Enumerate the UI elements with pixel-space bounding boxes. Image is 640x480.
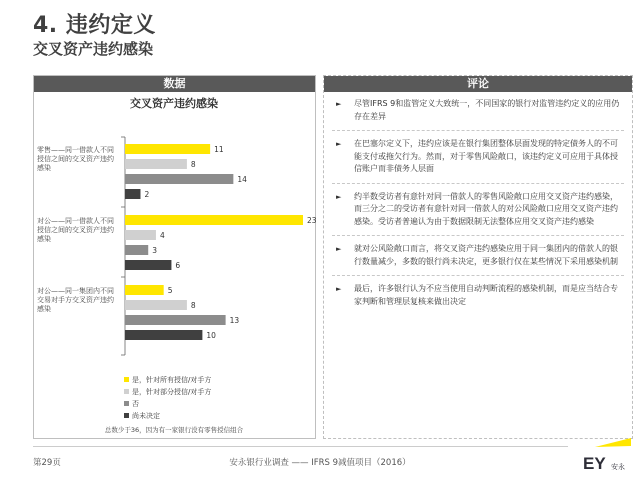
bar: [125, 159, 187, 169]
bar: [125, 230, 156, 240]
bullet-icon: ►: [336, 285, 342, 293]
bar-value-label: 8: [190, 301, 196, 310]
chart-note: 总数少于36，因为有一家银行没有零售授信组合: [104, 426, 244, 434]
footer-divider: [33, 446, 568, 447]
comment-item: [332, 283, 624, 308]
comment-text: 尽管IFRS 9和监管定义大致统一，不同国家的银行对监管违约定义的应用仍存在差异: [354, 99, 620, 121]
comment-separator: [332, 235, 624, 236]
bar-value-label: 3: [152, 246, 157, 255]
category-label: 对公——同一借款人不同: [37, 217, 114, 225]
category-label: 对公——同一集团内不同: [37, 287, 114, 295]
bar-value-label: 10: [206, 331, 216, 340]
comment-separator: [332, 130, 624, 131]
contagion-bar-chart: [34, 92, 315, 438]
bar: [125, 174, 233, 184]
comment-text: 就对公风险敞口而言，将交叉资产违约感染应用于同一集团内的借款人的银行数量减少，多数的银行尚未决定，更多银行仅在某些情况下采用感染机制: [354, 244, 618, 266]
legend-swatch: [124, 413, 129, 418]
bar: [125, 315, 226, 325]
bar: [125, 330, 202, 340]
footer-caption: 安永银行业调查 —— IFRS 9减值项目（2016）: [229, 458, 411, 468]
comment-item: [332, 98, 624, 123]
chart-title: 交叉资产违约感染: [130, 97, 218, 110]
comment-text: 最后，许多银行认为不应当使用自动判断流程的感染机制，而是应当结合专家判断和管理层复核来做出决定: [354, 284, 618, 306]
category-label: 授信之间的交叉资产违约: [37, 155, 114, 163]
category-label: 感染: [37, 305, 51, 313]
ey-logo: [575, 438, 633, 472]
bar: [125, 260, 171, 270]
page-title: 4. 违约定义: [33, 13, 156, 38]
bullet-icon: ►: [336, 245, 342, 253]
legend-label: 是，针对部分授信/对手方: [132, 388, 212, 396]
bar-value-label: 2: [144, 190, 150, 199]
category-label: 零售——同一借款人不同: [37, 146, 114, 154]
legend-swatch: [124, 389, 129, 394]
legend-swatch: [124, 401, 129, 406]
legend-label: 尚未决定: [132, 412, 160, 420]
legend-swatch: [124, 377, 129, 382]
legend-label: 是，针对所有授信/对手方: [132, 376, 212, 384]
bullet-icon: ►: [336, 140, 342, 148]
comments-panel-header: 评论: [324, 76, 632, 92]
bar: [125, 144, 210, 154]
bar: [125, 245, 148, 255]
comments-panel: [323, 75, 633, 439]
bar-value-label: 5: [167, 286, 173, 295]
comments-list: [332, 98, 624, 308]
bar: [125, 300, 187, 310]
bar-value-label: 4: [159, 231, 165, 240]
bar: [125, 215, 303, 225]
logo-beam-shape: [595, 438, 631, 447]
bar: [125, 285, 164, 295]
bar-value-label: 6: [175, 261, 181, 270]
comment-item: [332, 191, 624, 229]
bar-value-label: 14: [237, 175, 247, 184]
bar-value-label: 11: [214, 145, 224, 154]
bar-value-label: 8: [190, 160, 196, 169]
category-label: 感染: [37, 164, 51, 172]
legend-label: 否: [132, 400, 139, 408]
comment-separator: [332, 183, 624, 184]
logo-text: EY: [583, 454, 606, 473]
comment-item: [332, 243, 624, 268]
page-number: 第29页: [33, 458, 61, 468]
bar-value-label: 23: [307, 216, 317, 225]
category-label: 授信之间的交叉资产违约: [37, 226, 114, 234]
bullet-icon: ►: [336, 192, 342, 201]
category-label: 交易对手方交叉资产违约: [37, 296, 114, 304]
comment-text: 在巴塞尔定义下，违约应该是在银行集团整体层面发现的特定债务人的不可能支付或拖欠行为。然而，对于零售风险敞口，该违约定义可应用于具体授信账户而非债务人层面: [354, 139, 618, 173]
comment-separator: [332, 275, 624, 276]
logo-subtext: 安永: [611, 463, 625, 471]
comment-text: 约半数受访者有意针对同一借款人的零售风险敞口应用交叉资产违约感染，而三分之二的受访者有意针对同一借款人的对公风险敞口应用交叉资产违约感染。受访者普遍认为由于数据限制无法整体应用交叉资产违约感染: [354, 191, 618, 226]
data-panel-header: 数据: [34, 76, 315, 92]
bar-value-label: 13: [229, 316, 240, 325]
bar: [125, 189, 140, 199]
page-subtitle: 交叉资产违约感染: [33, 40, 154, 58]
bullet-icon: ►: [336, 100, 342, 108]
data-panel: [33, 75, 316, 439]
comment-item: [332, 138, 624, 176]
category-label: 感染: [37, 235, 51, 243]
